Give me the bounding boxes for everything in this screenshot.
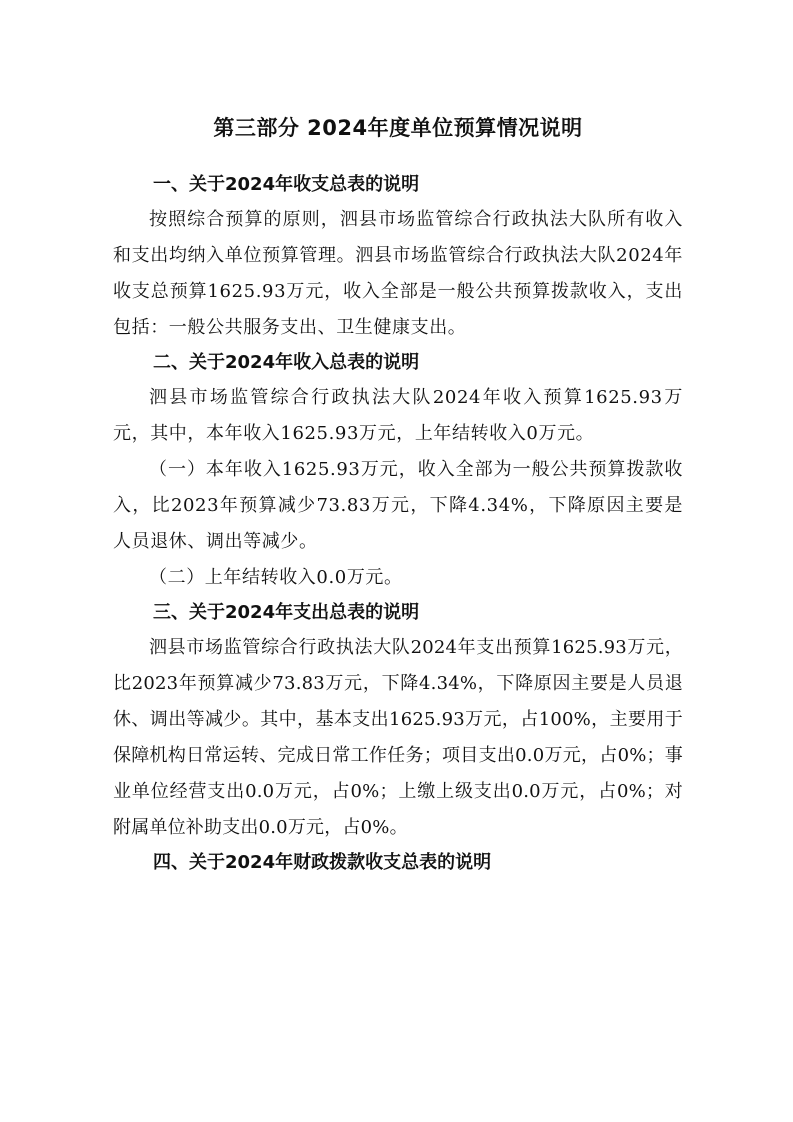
- section-heading: 一、关于2024年收支总表的说明: [153, 174, 420, 195]
- section-paragraph: 泗县市场监管综合行政执法大队2024年支出预算1625.93万元，比2023年预算减少73.83万元，下降4.34%，下降原因主要是人员退休、调出等减少。其中，基本支出1625.93万元，占100%，主要用于保障机构日常运转、完成日常工作任务；项目支出0.0万元，占0%；事业单位经营支出0.0万元，占0%；上缴上级支出0.0万元，占0%；对附属单位补助支出0.0万元，占0%。: [113, 637, 683, 838]
- section-paragraph: （二）上年结转收入0.0万元。: [149, 567, 403, 588]
- section-heading: 二、关于2024年收入总表的说明: [153, 352, 420, 373]
- section-expenditure-summary: [113, 596, 683, 846]
- section-revenue-summary: [113, 346, 683, 596]
- section-paragraph: 泗县市场监管综合行政执法大队2024年收入预算1625.93万元，其中，本年收入1625.93万元，上年结转收入0万元。: [113, 387, 683, 444]
- section-heading: 三、关于2024年支出总表的说明: [153, 602, 420, 623]
- document-title: 第三部分 2024年度单位预算情况说明: [213, 116, 583, 140]
- section-heading: 四、关于2024年财政拨款收支总表的说明: [153, 852, 492, 873]
- section-paragraph: （一）本年收入1625.93万元，收入全部为一般公共预算拨款收入，比2023年预算减少73.83万元，下降4.34%，下降原因主要是人员退休、调出等减少。: [113, 459, 683, 552]
- document-page: [113, 108, 683, 880]
- section-paragraph: 按照综合预算的原则，泗县市场监管综合行政执法大队所有收入和支出均纳入单位预算管理。泗县市场监管综合行政执法大队2024年收支总预算1625.93万元，收入全部是一般公共预算拨款收入，支出包括：一般公共服务支出、卫生健康支出。: [113, 209, 683, 338]
- section-fiscal-appropriation-summary: [113, 846, 683, 880]
- section-revenue-expenditure-summary: [113, 168, 683, 346]
